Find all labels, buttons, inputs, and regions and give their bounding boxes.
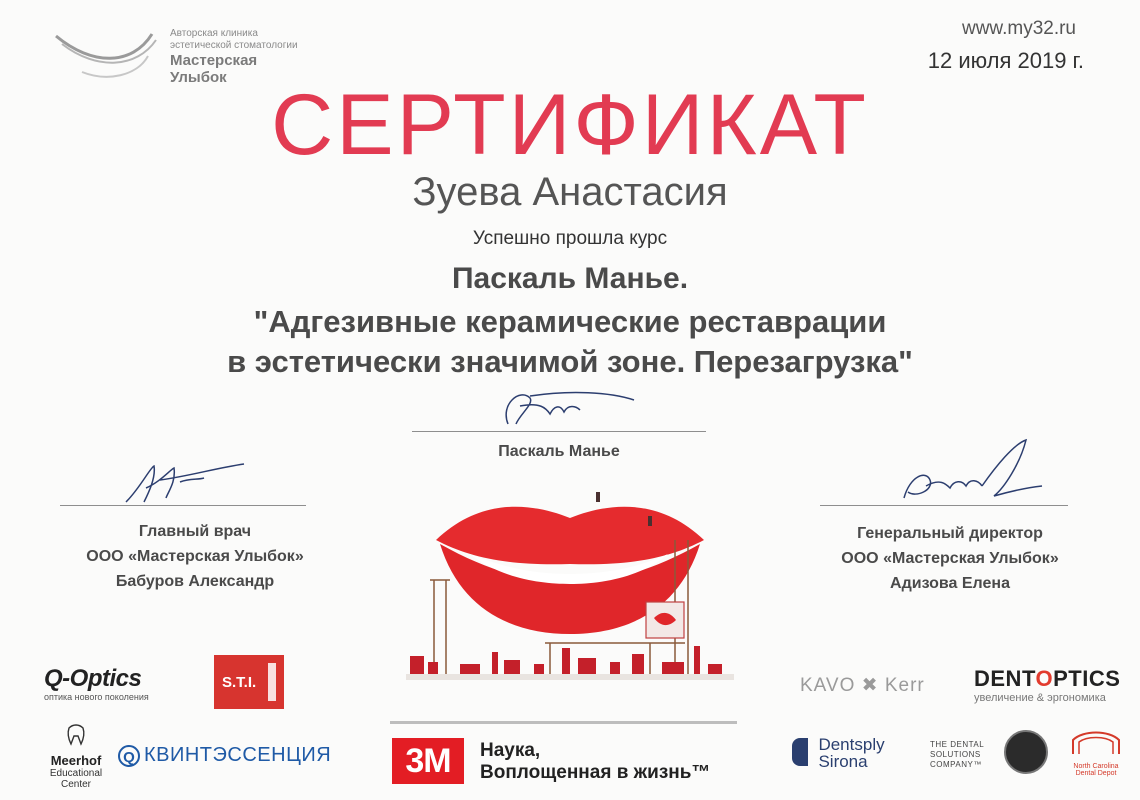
meerhof-name: Meerhof: [50, 753, 102, 768]
ncdd-logo: [1066, 728, 1126, 777]
course-intro: Успешно прошла курс: [472, 228, 668, 249]
sti-stripe-icon: [268, 663, 276, 701]
quintessence-q-icon: Q: [118, 745, 140, 767]
right-signature-line: [820, 505, 1068, 506]
center-signature-line: [412, 431, 706, 432]
lips-illustration: [400, 478, 740, 696]
recipient-name: Зуева Анастасия: [412, 170, 728, 214]
dentoptics-logo: [974, 666, 1120, 704]
q-optics-tagline: оптика нового поколения: [44, 692, 149, 702]
ncdd-emblem-icon: [1069, 728, 1123, 756]
clinic-name-2: Улыбок: [170, 69, 227, 86]
certificate-title: СЕРТИФИКАТ: [271, 77, 869, 173]
3m-logo: 3M: [392, 738, 464, 784]
course-title-line-1: "Адгезивные керамические реставрации: [253, 304, 887, 339]
sti-logo: [214, 655, 284, 709]
center-signature: [490, 384, 640, 434]
left-signer-block: [40, 519, 350, 594]
dentoptics-o: O: [1035, 666, 1054, 691]
left-signer-role: Главный врач: [138, 523, 252, 540]
ncdd-name: North Carolina Dental Depot: [1073, 763, 1119, 777]
quintessence-logo: [118, 744, 331, 767]
quintessence-name: КВИНТЭССЕНЦИЯ: [144, 744, 332, 766]
clinic-tagline-1: Авторская клиника: [170, 28, 258, 39]
dentsply-line-2: Sirona: [818, 752, 868, 771]
kavo-kerr-logo: KAVO ✖ Kerr: [800, 675, 925, 696]
right-signer-role: Генеральный директор: [857, 525, 1043, 542]
course-title-line-2: в эстетически значимой зоне. Перезагрузка": [227, 344, 913, 379]
dental-solutions-company-logo: [930, 740, 984, 770]
dentsply-sirona-logo: [792, 736, 885, 770]
dentsply-line-1: Dentsply: [818, 735, 885, 754]
q-optics-name: Q-Optics: [44, 665, 142, 692]
meerhof-sub: Educational Center: [49, 768, 103, 790]
sti-text: S.T.I.: [222, 674, 257, 691]
dentoptics-post: PTICS: [1053, 666, 1121, 691]
center-signer-name: Паскаль Манье: [498, 443, 620, 460]
clinic-tagline-2: эстетической стоматологии: [170, 40, 298, 51]
3m-slogan-line-2: Воплощенная в жизнь™: [480, 762, 711, 783]
tdsc-line-2: SOLUTIONS: [930, 750, 981, 759]
q-optics-logo: [44, 665, 149, 702]
illustration-divider: [390, 721, 737, 724]
dentoptics-pre: DENT: [974, 666, 1036, 691]
tooth-badge-icon: [1004, 730, 1048, 774]
meerhof-tooth-icon: [65, 724, 87, 746]
dentsply-mark-icon: [792, 738, 808, 766]
left-signer-name: Бабуров Александр: [115, 573, 275, 590]
3m-slogan: [480, 740, 710, 784]
3m-slogan-line-1: Наука,: [480, 740, 541, 761]
right-signer-block: [800, 521, 1100, 596]
left-signature-line: [60, 505, 306, 506]
clinic-name-1: Мастерская: [170, 52, 258, 69]
issue-date: 12 июля 2019 г.: [927, 48, 1084, 73]
left-signature: [120, 458, 250, 508]
course-author: Паскаль Манье.: [451, 262, 689, 295]
left-signer-org: ООО «Мастерская Улыбок»: [86, 548, 304, 565]
site-url: www.my32.ru: [961, 18, 1076, 39]
tdsc-line-3: COMPANY™: [930, 760, 982, 769]
right-signer-name: Адизова Елена: [890, 575, 1010, 592]
meerhof-logo: [36, 724, 116, 790]
tdsc-line-1: THE DENTAL: [930, 740, 985, 749]
right-signer-org: ООО «Мастерская Улыбок»: [841, 550, 1059, 567]
right-signature: [896, 436, 1046, 510]
dentoptics-tagline: увеличение & эргономика: [974, 692, 1106, 704]
